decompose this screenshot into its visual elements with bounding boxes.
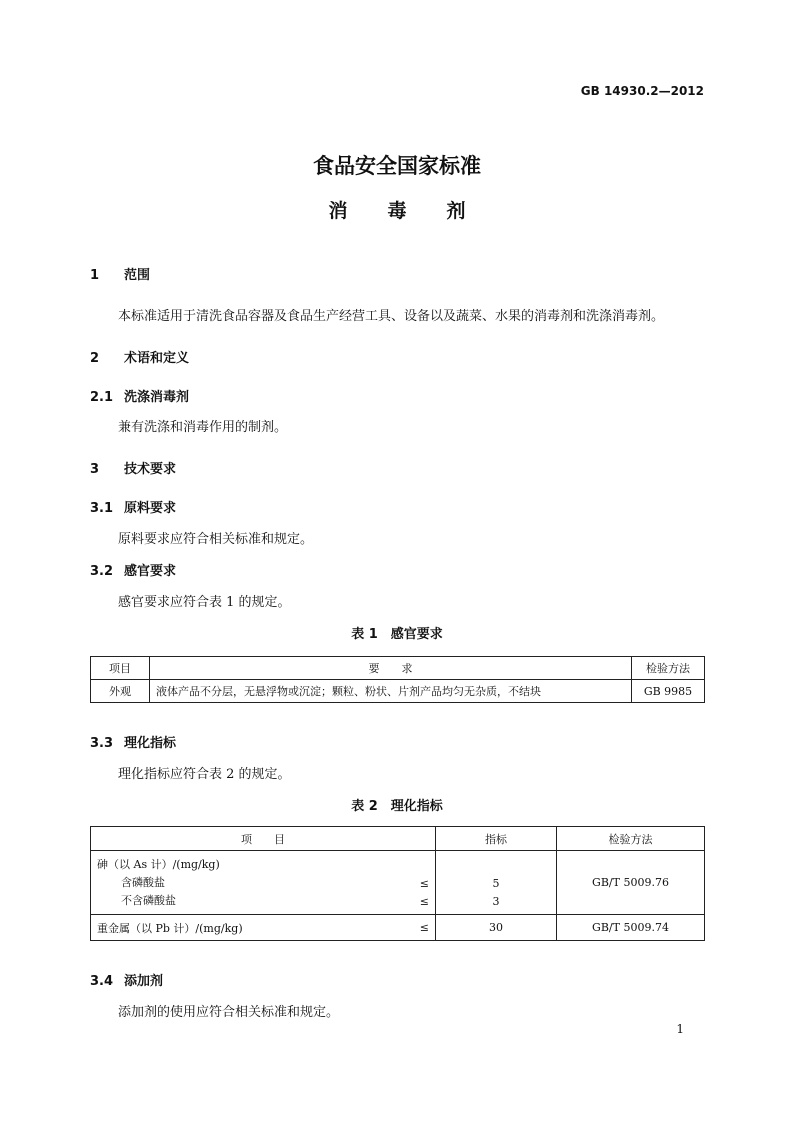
table-header-cell: 检验方法 [557,827,705,851]
table-header-row [91,657,705,680]
section-3-4-heading [90,970,163,989]
section-3-2-text: 感官要求应符合表 1 的规定。 [118,595,291,610]
table-cell: 液体产品不分层，无悬浮物或沉淀；颗粒、粉状、片剂产品均匀无杂质，不结块 [150,680,632,703]
section-3-1-heading [90,497,176,516]
section-number: 1 [90,268,100,283]
section-number: 3.3 [90,736,114,751]
value: 5 [492,876,500,890]
table-2-caption: 表 2 理化指标 [351,799,443,814]
table-header-cell: 项 目 [91,827,436,851]
value: 3 [492,894,500,908]
section-title: 原料要求 [124,501,177,516]
section-3-3-heading [90,732,176,751]
table-header-cell: 检验方法 [632,657,705,680]
section-title: 范围 [124,268,151,283]
section-title: 术语和定义 [124,351,190,366]
table-header-cell: 项目 [91,657,150,680]
section-3-3-text: 理化指标应符合表 2 的规定。 [118,767,291,782]
section-3-2-heading [90,560,176,579]
table-2 [90,826,705,941]
table-cell: ≤ [403,915,436,941]
section-title: 感官要求 [124,564,177,579]
page-number: 1 [676,1022,684,1036]
section-number: 3.2 [90,564,114,579]
table-cell: GB 9985 [632,680,705,703]
section-number: 3 [90,462,100,477]
section-number: 3.1 [90,501,114,516]
table-row [91,851,705,915]
section-title: 添加剂 [124,974,164,989]
table-row [91,915,705,941]
section-3-heading [90,458,176,477]
section-title: 理化指标 [124,736,177,751]
section-2-1-heading [90,386,189,405]
arsenic-sub-2: 不含磷酸盐 [121,893,176,907]
table-cell: 外观 [91,680,150,703]
section-1-text: 本标准适用于清洗食品容器及食品生产经营工具、设备以及蔬菜、水果的消毒剂和洗涤消毒剂。 [118,309,665,324]
standard-code: GB 14930.2—2012 [580,84,704,98]
table-cell: GB/T 5009.74 [557,915,705,941]
section-2-heading [90,347,189,366]
table-header-row [91,827,705,851]
table-cell: 重金属（以 Pb 计）/(mg/kg) [91,915,404,941]
table-cell [91,851,404,915]
section-1-heading [90,264,150,283]
table-cell [436,851,557,915]
arsenic-label: 砷（以 As 计）/(mg/kg) [97,857,220,871]
table-header-cell: 指标 [436,827,557,851]
section-3-1-text: 原料要求应符合相关标准和规定。 [118,532,314,547]
table-1-caption: 表 1 感官要求 [351,627,443,642]
section-2-1-text: 兼有洗涤和消毒作用的制剂。 [118,420,288,435]
table-cell [403,851,436,915]
section-number: 2.1 [90,390,114,405]
section-3-4-text: 添加剂的使用应符合相关标准和规定。 [118,1005,340,1020]
operator: ≤ [419,876,429,890]
section-title: 洗涤消毒剂 [124,390,190,405]
table-1 [90,656,705,703]
section-title: 技术要求 [124,462,177,477]
table-cell: GB/T 5009.76 [557,851,705,915]
operator: ≤ [419,894,429,908]
table-cell: 30 [436,915,557,941]
table-row [91,680,705,703]
arsenic-sub-1: 含磷酸盐 [121,875,165,889]
document-subtitle: 消毒剂 [328,200,506,222]
document-title: 食品安全国家标准 [313,154,481,178]
table-header-cell: 要 求 [150,657,632,680]
section-number: 2 [90,351,100,366]
section-number: 3.4 [90,974,114,989]
